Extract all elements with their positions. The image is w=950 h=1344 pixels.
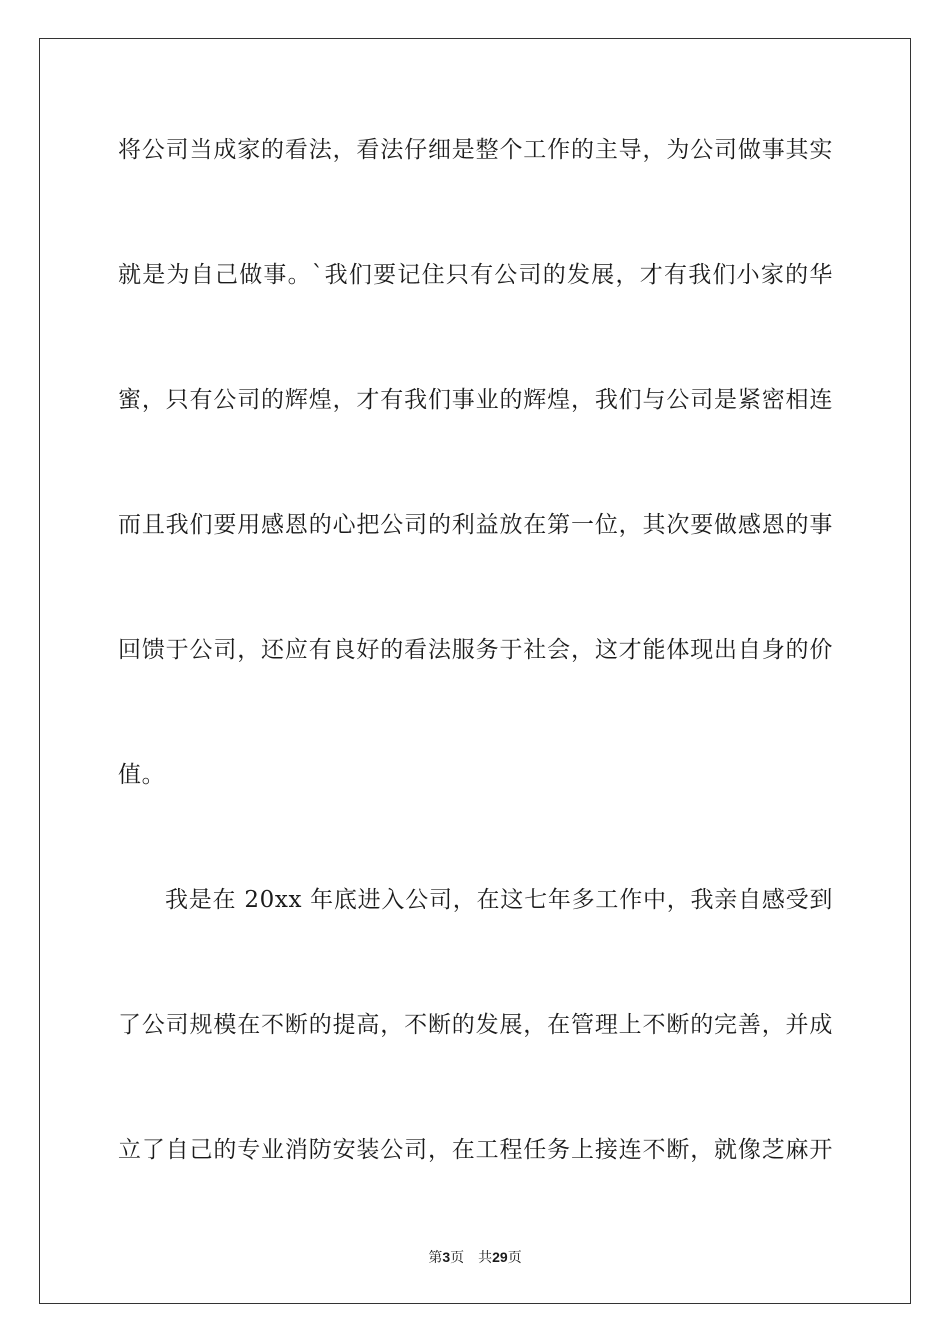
paragraph-line: 我是在 20xx 年底进入公司，在这七年多工作中，我亲自感受到: [165, 887, 833, 913]
paragraph-line: 立了自己的专业消防安装公司，在工程任务上接连不断，就像芝麻开: [118, 1137, 833, 1163]
page-suffix: 页: [450, 1250, 465, 1266]
page-number: 3: [442, 1249, 451, 1265]
total-pages: 29: [492, 1249, 508, 1265]
paragraph-line: 回馈于公司，还应有良好的看法服务于社会，这才能体现出自身的价: [118, 637, 833, 663]
total-prefix: 共: [478, 1250, 493, 1266]
page-border: [39, 38, 911, 1304]
page-footer: [0, 1248, 950, 1267]
paragraph-line: 了公司规模在不断的提高，不断的发展，在管理上不断的完善，并成: [118, 1012, 833, 1038]
total-suffix: 页: [507, 1250, 522, 1266]
paragraph-line: 就是为自己做事。`我们要记住只有公司的发展，才有我们小家的华: [118, 262, 833, 288]
paragraph-line: 值。: [118, 762, 166, 788]
page-prefix: 第: [428, 1250, 443, 1266]
paragraph-line: 将公司当成家的看法，看法仔细是整个工作的主导，为公司做事其实: [118, 137, 833, 163]
paragraph-line: 而且我们要用感恩的心把公司的利益放在第一位，其次要做感恩的事: [118, 512, 833, 538]
paragraph-line: 蜜，只有公司的辉煌，才有我们事业的辉煌，我们与公司是紧密相连: [118, 387, 833, 413]
